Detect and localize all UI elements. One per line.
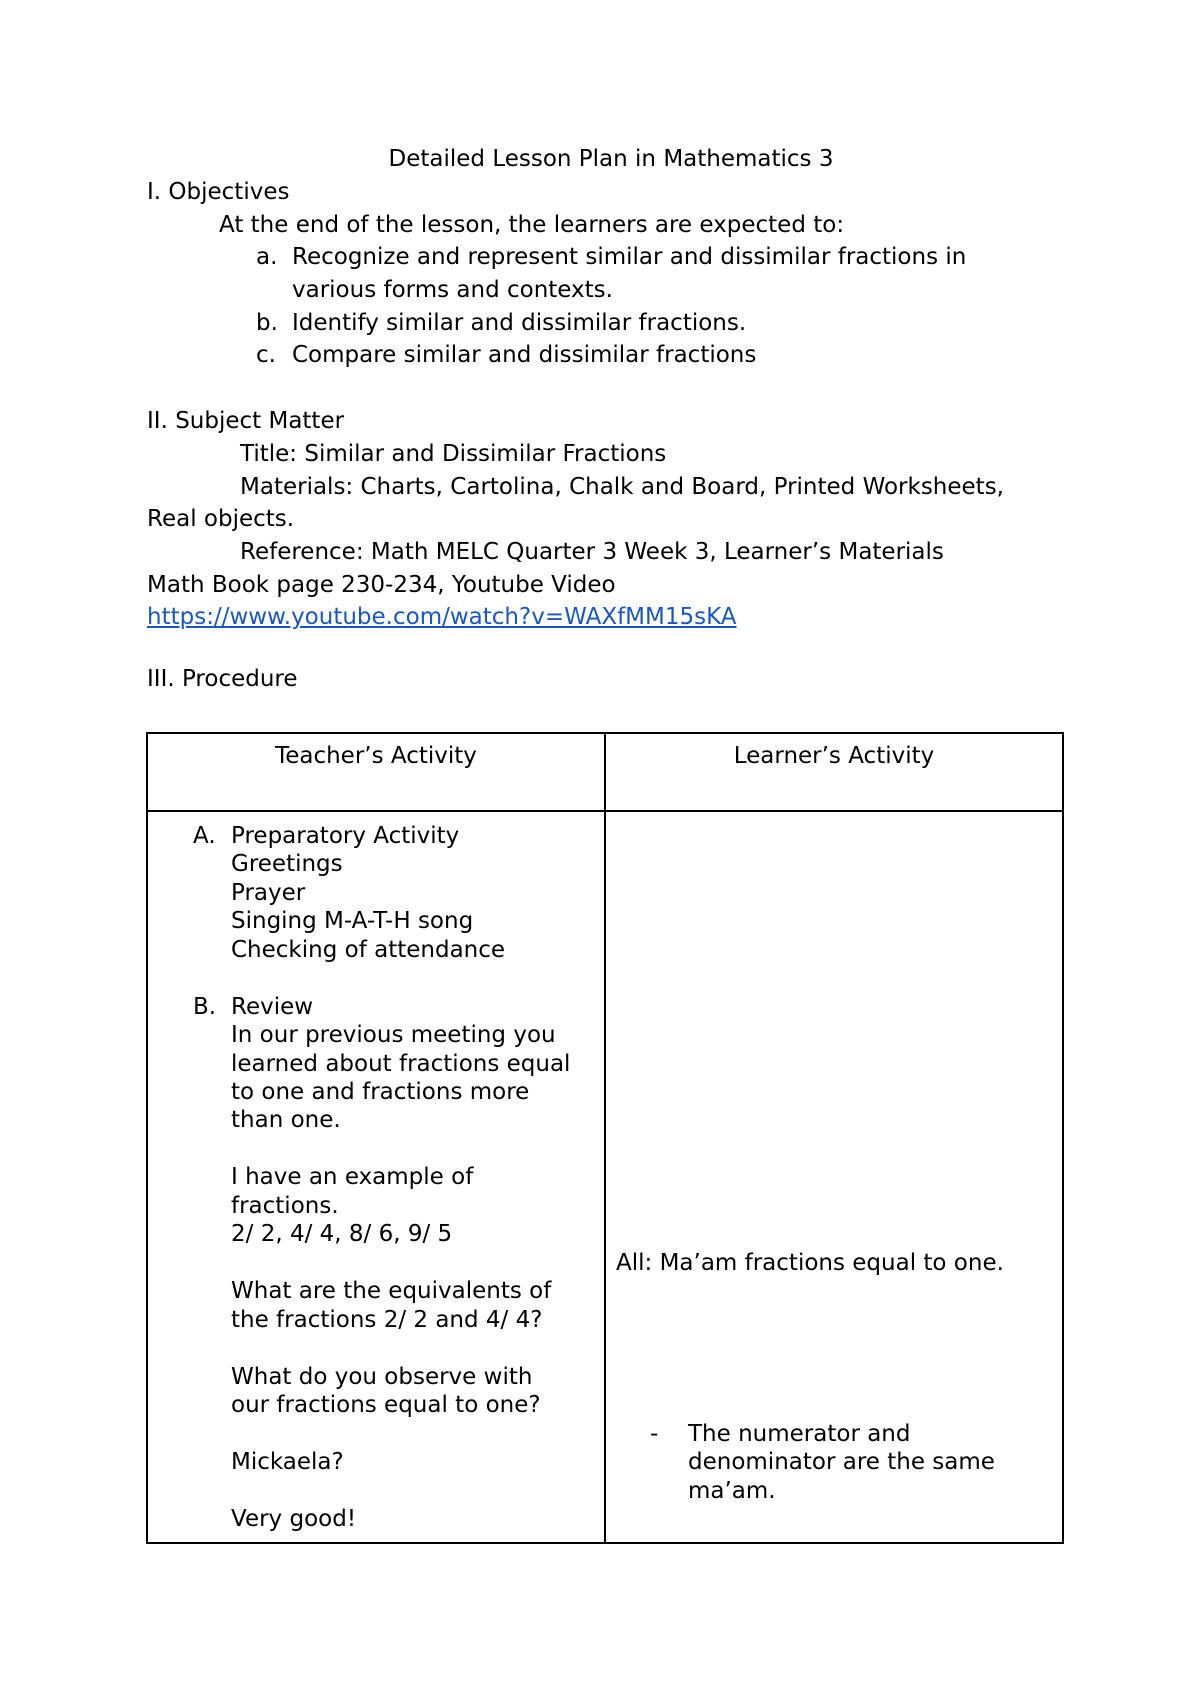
subject-materials-continued: Real objects. (147, 506, 295, 532)
objective-item: Compare similar and dissimilar fractions (292, 342, 757, 368)
praise-text: Very good! (231, 1506, 357, 1532)
table-border-right (1062, 732, 1064, 1544)
preparatory-activity-title: Preparatory Activity (231, 823, 460, 849)
youtube-link[interactable]: https://www.youtube.com/watch?v=WAXfMM15sKA (147, 604, 737, 630)
table-column-divider (604, 732, 606, 1544)
question-text: What are the equivalents of (231, 1278, 552, 1304)
learner-answer: The numerator and (688, 1421, 911, 1447)
example-text: fractions. (231, 1193, 339, 1219)
learner-answer: All: Ma’am fractions equal to one. (616, 1250, 1004, 1276)
table-border-left (146, 732, 148, 1544)
preparatory-item: Checking of attendance (231, 937, 506, 963)
question-text: our fractions equal to one? (231, 1392, 541, 1418)
preparatory-item: Singing M-A-T-H song (231, 908, 474, 934)
document-title: Detailed Lesson Plan in Mathematics 3 (388, 146, 834, 172)
preparatory-item: Prayer (231, 880, 306, 906)
review-text: to one and fractions more (231, 1079, 530, 1105)
subject-title: Title: Similar and Dissimilar Fractions (240, 441, 667, 467)
review-title: Review (231, 994, 314, 1020)
learner-answer: denominator are the same (688, 1449, 995, 1475)
objective-item: Identify similar and dissimilar fractions. (292, 310, 747, 336)
objective-item: Recognize and represent similar and dissimilar fractions in (292, 244, 967, 270)
objective-item-continued: various forms and contexts. (292, 277, 613, 303)
objectives-intro: At the end of the lesson, the learners are expected to: (219, 212, 845, 238)
review-text: learned about fractions equal (231, 1051, 571, 1077)
preparatory-item: Greetings (231, 851, 343, 877)
call-student: Mickaela? (231, 1449, 344, 1475)
list-dash: - (650, 1421, 659, 1447)
section-marker: B. (193, 994, 217, 1020)
learner-answer: ma’am. (688, 1478, 776, 1504)
subject-materials: Materials: Charts, Cartolina, Chalk and Board, Printed Worksheets, (240, 474, 1004, 500)
subject-matter-heading: II. Subject Matter (147, 408, 345, 434)
review-text: In our previous meeting you (231, 1022, 556, 1048)
subject-reference-continued: Math Book page 230-234, Youtube Video (147, 572, 616, 598)
example-fractions: 2/ 2, 4/ 4, 8/ 6, 9/ 5 (231, 1221, 453, 1247)
question-text: the fractions 2/ 2 and 4/ 4? (231, 1307, 543, 1333)
objectives-heading: I. Objectives (147, 179, 290, 205)
subject-reference: Reference: Math MELC Quarter 3 Week 3, Learner’s Materials (240, 539, 944, 565)
objective-marker: c. (256, 342, 276, 368)
objective-marker: a. (256, 244, 278, 270)
question-text: What do you observe with (231, 1364, 533, 1390)
learner-activity-header: Learner’s Activity (733, 743, 935, 769)
objective-marker: b. (256, 310, 278, 336)
example-text: I have an example of (231, 1164, 474, 1190)
procedure-heading: III. Procedure (147, 666, 298, 692)
review-text: than one. (231, 1107, 341, 1133)
teacher-activity-header: Teacher’s Activity (275, 743, 477, 769)
section-marker: A. (193, 823, 216, 849)
